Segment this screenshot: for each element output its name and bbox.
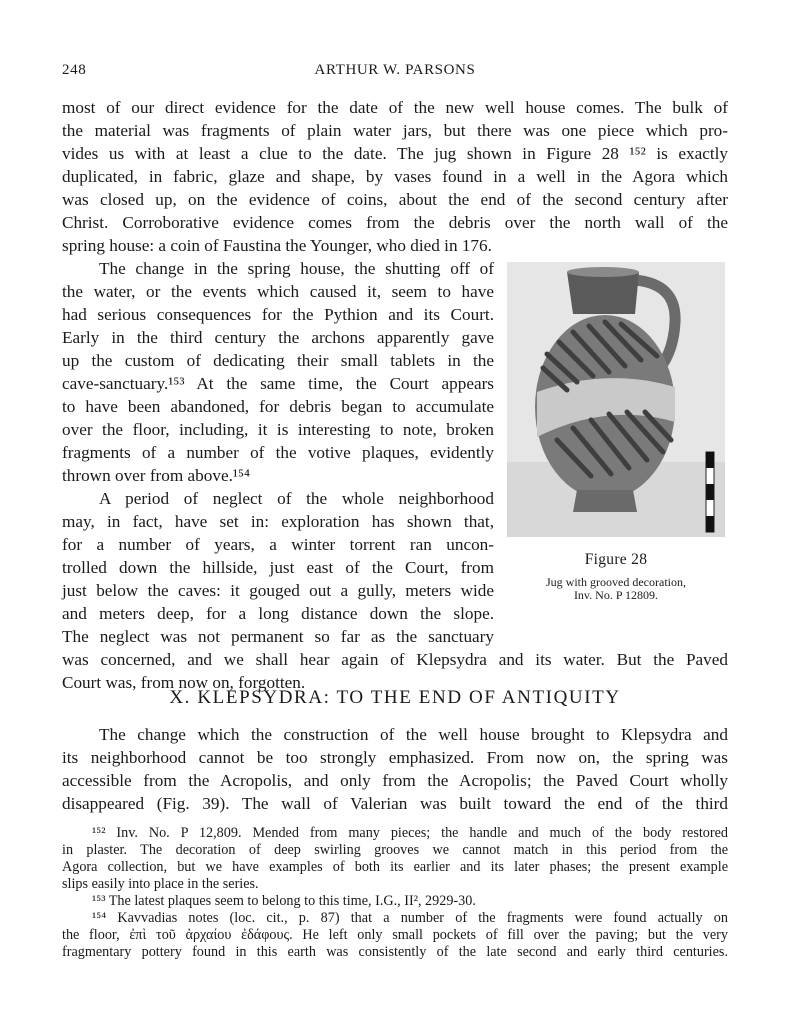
body-line: just below the caves: it gouged out a gully, meters wide <box>62 581 494 600</box>
section-line: The change which the construction of the well house brought to Klepsydra and <box>99 725 728 744</box>
body-line: duplicated, in fabric, glaze and shape, by vases found in a well in the Agora which <box>62 167 728 186</box>
body-line: Court was, from now on, forgotten. <box>62 673 306 692</box>
body-line: and meters deep, for a long distance down the slope. <box>62 604 494 623</box>
page-header <box>62 62 728 84</box>
body-line: up the custom of dedicating their small tablets in the <box>62 351 494 370</box>
footnote-line: the floor, ἐπὶ τοῦ ἀρχαίου ἐδάφους. He left only small pockets of fill over the paving; but the very <box>62 927 728 943</box>
figure-caption-line: Jug with grooved decoration, <box>546 575 686 589</box>
body-line: had serious consequences for the Pythion and its Court. <box>62 305 494 324</box>
body-line: for a number of years, a winter torrent ran uncon- <box>62 535 494 554</box>
body-line: spring house: a coin of Faustina the Younger, who died in 176. <box>62 236 492 255</box>
body-line: over the floor, including, it is interesting to note, broken <box>62 420 494 439</box>
page-number: 248 <box>62 62 87 78</box>
body-line: the water, or the events which caused it, seem to have <box>62 282 494 301</box>
body-line: cave-sanctuary.¹⁵³ At the same time, the Court appears <box>62 374 494 393</box>
footnote-line: Agora collection, but we have examples of both its earlier and its later phases; the present example <box>62 859 728 875</box>
figure-title: Figure 28 <box>584 551 648 568</box>
footnote-line: ¹⁵² Inv. No. P 12,809. Mended from many pieces; the handle and much of the body restored <box>92 825 728 841</box>
body-line: thrown over from above.¹⁵⁴ <box>62 466 251 485</box>
jug-photograph <box>507 262 725 537</box>
body-line: may, in fact, have set in: exploration has shown that, <box>62 512 494 531</box>
section-line: accessible from the Acropolis, and only from the Acropolis; the Paved Court wholly <box>62 771 728 790</box>
jug-image <box>507 262 725 537</box>
body-line: trolled down the hillside, just east of the Court, from <box>62 558 494 577</box>
figure-caption-line: Inv. No. P 12809. <box>573 588 659 602</box>
body-line: the material was fragments of plain water jars, but there was one piece which pro- <box>62 121 728 140</box>
body-line: The neglect was not permanent so far as the sanctuary <box>62 627 494 646</box>
body-line: fragments of a number of the votive plaques, evidently <box>62 443 494 462</box>
body-line: vides us with at least a clue to the date. The jug shown in Figure 28 ¹⁵² is exactly <box>62 144 728 163</box>
section-heading: X. KLEPSYDRA: TO THE END OF ANTIQUITY <box>169 687 621 708</box>
footnote-line: ¹⁵⁴ Kavvadias notes (loc. cit., p. 87) that a number of the fragments were found actually on <box>92 910 728 926</box>
section-line: its neighborhood cannot be too strongly emphasized. From now on, the spring was <box>62 748 728 767</box>
footnote-line: fragmentary pottery found in this earth was consistently of the late second and early third centuries. <box>62 944 728 960</box>
body-line: to have been abandoned, for debris began to accumulate <box>62 397 494 416</box>
body-line: was concerned, and we shall hear again of Klepsydra and its water. But the Paved <box>62 650 728 669</box>
footnote-line: ¹⁵³ The latest plaques seem to belong to this time, I.G., II², 2929-30. <box>92 893 476 909</box>
body-line: most of our direct evidence for the date of the new well house comes. The bulk of <box>62 98 728 117</box>
section-line: disappeared (Fig. 39). The wall of Valerian was built toward the end of the third <box>62 794 728 813</box>
body-line: was closed up, on the evidence of coins, about the end of the second century after <box>62 190 728 209</box>
body-line: Early in the third century the archons apparently gave <box>62 328 494 347</box>
footnote-line: slips easily into place in the series. <box>62 876 259 892</box>
body-line: Christ. Corroborative evidence comes from the debris over the north wall of the <box>62 213 728 232</box>
figure-caption <box>507 576 725 602</box>
body-line: A period of neglect of the whole neighborhood <box>99 489 494 508</box>
body-line: The change in the spring house, the shutting off of <box>99 259 494 278</box>
footnote-line: in plaster. The decoration of deep swirling grooves we cannot match in this period from the <box>62 842 728 858</box>
running-head: ARTHUR W. PARSONS <box>314 62 476 78</box>
